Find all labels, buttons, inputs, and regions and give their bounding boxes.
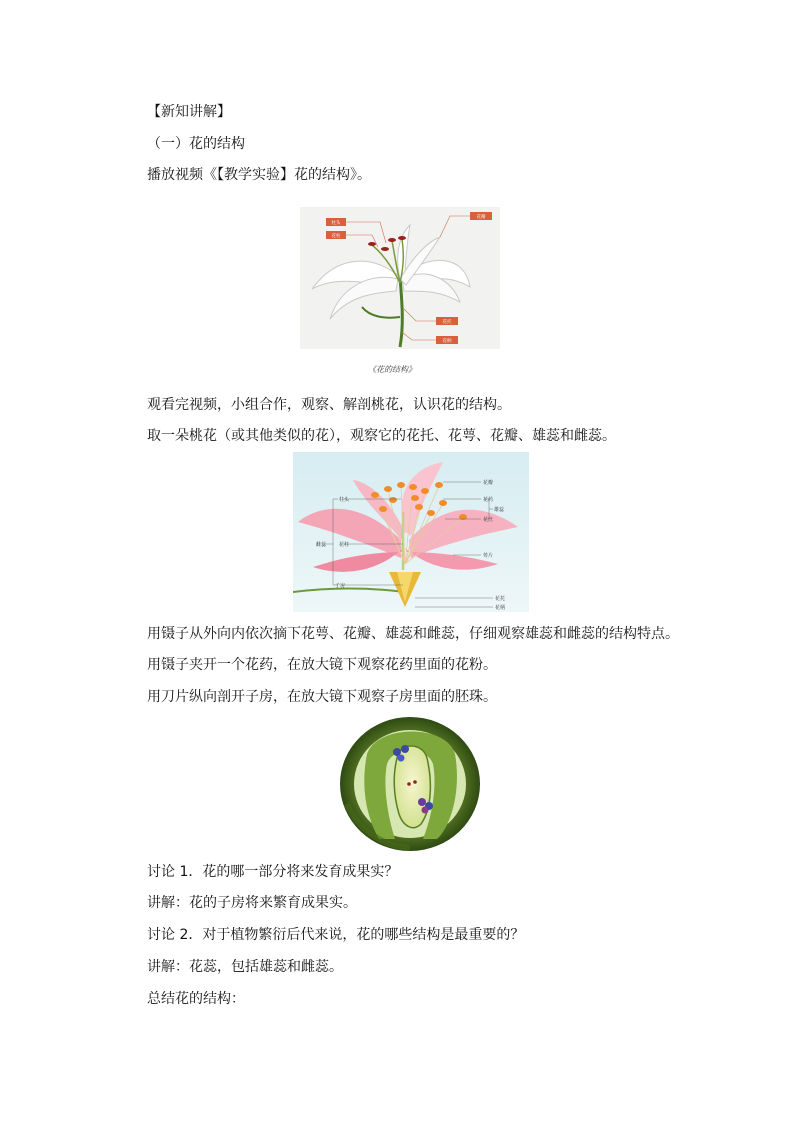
summary-text: 总结花的结构：	[147, 991, 245, 1007]
step2-text: 用镊子夹开一个花药，在放大镜下观察花药里面的花粉。	[147, 657, 497, 673]
peach-label-filament: 花丝	[483, 517, 494, 523]
step3-text: 用刀片纵向剖开子房，在放大镜下观察子房里面的胚珠。	[147, 689, 497, 705]
peach-label-stamen: 雄蕊	[494, 507, 505, 513]
peach-label-petal: 花瓣	[483, 480, 494, 486]
lily-figure-caption: 《花的结构》	[368, 365, 416, 374]
peach-label-style: 花柱	[339, 542, 350, 548]
lily-label-pedicel: 花柄	[442, 338, 452, 343]
peach-label-sepal: 萼片	[483, 553, 494, 559]
peach-label-anther: 花药	[483, 497, 494, 503]
ovule-figure	[337, 714, 483, 854]
lily-label-style: 花柱	[331, 233, 341, 238]
discussion-2: 讨论 2．对于植物繁衍后代来说，花的哪些结构是最重要的？	[147, 927, 525, 943]
take-flower-text: 取一朵桃花（或其他类似的花），观察它的花托、花萼、花瓣、雄蕊和雌蕊。	[147, 428, 616, 444]
peach-label-stigma: 柱头	[339, 497, 350, 503]
peach-label-receptacle: 花托	[495, 596, 506, 602]
intro-text: 播放视频《【教学实验】花的结构》。	[147, 167, 371, 183]
answer-1: 讲解：花的子房将来繁育成果实。	[147, 895, 357, 911]
peach-label-pedicel: 花柄	[495, 605, 506, 611]
lily-structure-figure	[300, 207, 500, 349]
lily-label-receptacle: 花托	[442, 319, 452, 324]
peach-flower-figure	[293, 452, 529, 612]
observe-text: 观看完视频，小组合作，观察、解剖桃花，认识花的结构。	[147, 397, 511, 413]
answer-2: 讲解：花蕊，包括雄蕊和雌蕊。	[147, 959, 343, 975]
lily-label-stigma: 柱头	[331, 220, 341, 225]
peach-label-ovary: 子房	[335, 583, 346, 589]
ovule-illustration	[340, 717, 480, 851]
heading: 【新知讲解】	[147, 104, 231, 120]
lily-label-petal: 花瓣	[476, 214, 486, 219]
section-title: （一）花的结构	[147, 136, 245, 152]
step1-text: 用镊子从外向内依次摘下花萼、花瓣、雄蕊和雌蕊，仔细观察雄蕊和雌蕊的结构特点。	[147, 626, 679, 642]
discussion-1: 讨论 1．花的哪一部分将来发育成果实？	[147, 864, 399, 880]
peach-label-pistil: 雌蕊	[316, 542, 327, 548]
